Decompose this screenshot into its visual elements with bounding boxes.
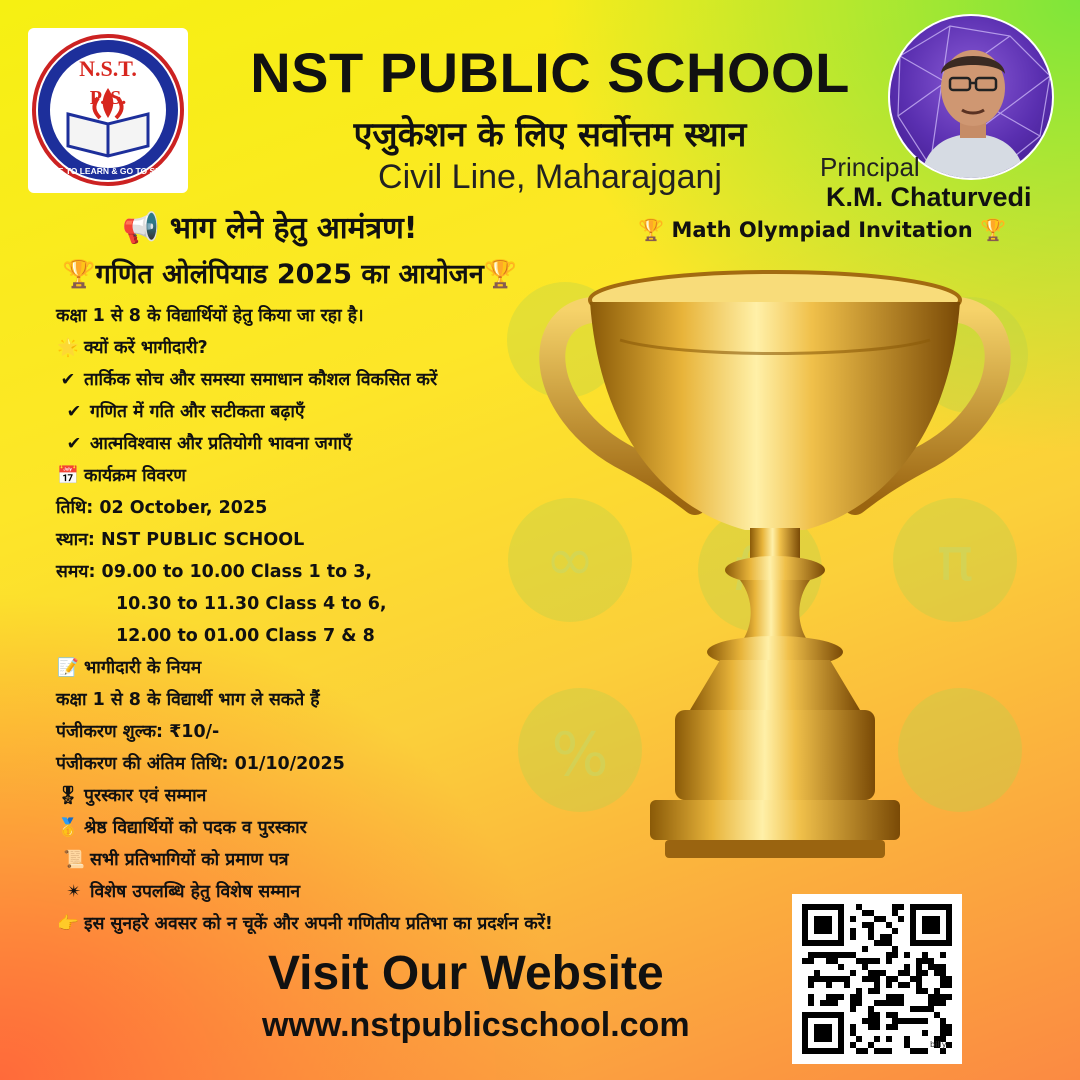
qr-code[interactable]: [792, 894, 962, 1064]
invite-heading: [122, 206, 417, 247]
rules-heading: [56, 652, 676, 684]
trophy-icon: 🏆: [638, 218, 665, 242]
svg-text:%: %: [551, 720, 609, 790]
visit-website-heading: Visit Our Website: [268, 947, 664, 1000]
principal-name: K.M. Chaturvedi: [826, 182, 1032, 212]
event-time: 10.30 to 11.30 Class 4 to 6,: [116, 594, 387, 614]
benefit-item: [56, 364, 676, 396]
logo-mid-text: P. S.: [89, 87, 127, 109]
award-text: विशेष उपलब्धि हेतु विशेष सम्मान: [90, 882, 301, 902]
benefit-item: [56, 428, 676, 460]
event-title-text: गणित ओलंपियाड 2025 का आयोजन: [95, 259, 484, 290]
award-text: सभी प्रतिभागियों को प्रमाण पत्र: [90, 850, 289, 870]
svg-text:∞: ∞: [545, 525, 595, 595]
tagline: एजुकेशन के लिए सर्वोत्तम स्थान: [353, 115, 747, 155]
principal-label: Principal: [820, 152, 920, 182]
award-item: [56, 844, 676, 876]
website-url[interactable]: www.nstpublicschool.com: [262, 1006, 690, 1044]
logo-top-text: N.S.T.: [79, 56, 137, 81]
eligibility-text: कक्षा 1 से 8 के विद्यार्थी भाग ले सकते हैं: [56, 690, 320, 710]
intro-text: कक्षा 1 से 8 के विद्यार्थियों हेतु किया जा रहा है।: [56, 306, 364, 326]
olympiad-invitation-text: Math Olympiad Invitation: [671, 218, 973, 242]
star-icon: 🌟: [57, 338, 79, 358]
why-heading-text: क्यों करें भागीदारी?: [84, 338, 208, 358]
awards-heading: [56, 780, 676, 812]
checkmark-icon: ✔: [66, 434, 82, 454]
closing-text-content: इस सुनहरे अवसर को न चूकें और अपनी गणितीय प्रतिभा का प्रदर्शन करें!: [84, 914, 553, 934]
scroll-icon: 📜: [63, 850, 85, 870]
program-heading: [56, 460, 676, 492]
trophy-icon: 🏆: [483, 259, 518, 290]
school-location: Civil Line, Maharajganj: [378, 158, 722, 196]
checkmark-icon: ✔: [60, 370, 76, 390]
checkmark-icon: ✔: [66, 402, 82, 422]
benefit-item: [56, 396, 676, 428]
event-title: [62, 254, 517, 291]
event-details: [56, 300, 676, 940]
closing-text: [56, 908, 676, 940]
benefit-text: आत्मविश्वास और प्रतियोगी भावना जगाएँ: [90, 434, 352, 454]
medal-icon: 🎖: [56, 786, 80, 806]
gold-medal-icon: 🥇: [57, 818, 79, 838]
logo-motto: COME TO LEARN & GO TO SERVE: [37, 166, 179, 176]
benefit-text: गणित में गति और सटीकता बढ़ाएँ: [90, 402, 305, 422]
program-heading-text: कार्यक्रम विवरण: [84, 466, 186, 486]
fee-text: पंजीकरण शुल्क: ₹10/-: [56, 722, 220, 742]
memo-icon: 📝: [57, 658, 79, 678]
deadline-text: पंजीकरण की अंतिम तिथि: 01/10/2025: [56, 754, 345, 774]
why-heading: [56, 332, 676, 364]
trophy-icon: 🏆: [62, 259, 96, 290]
benefit-text: तार्किक सोच और समस्या समाधान कौशल विकसित करें: [84, 370, 438, 390]
event-venue: स्थान: NST PUBLIC SCHOOL: [56, 530, 305, 550]
trophy-icon: 🏆: [980, 218, 1007, 242]
svg-text:π: π: [936, 525, 974, 595]
event-time: 12.00 to 01.00 Class 7 & 8: [116, 626, 375, 646]
school-logo: [28, 28, 188, 193]
event-date: तिथि: 02 October, 2025: [56, 498, 268, 518]
award-text: श्रेष्ठ विद्यार्थियों को पदक व पुरस्कार: [84, 818, 307, 838]
awards-heading-text: पुरस्कार एवं सम्मान: [84, 786, 207, 806]
invite-heading-text: भाग लेने हेतु आमंत्रण!: [169, 211, 418, 246]
event-time: समय: 09.00 to 10.00 Class 1 to 3,: [56, 562, 373, 582]
rules-heading-text: भागीदारी के नियम: [84, 658, 202, 678]
megaphone-icon: 📢: [122, 211, 160, 246]
sparkle-icon: ✴: [66, 882, 82, 902]
qr-label: billy: [930, 1040, 947, 1049]
award-item: [56, 812, 676, 844]
school-name: NST PUBLIC SCHOOL: [250, 41, 850, 104]
calendar-icon: 📅: [57, 466, 79, 486]
pointing-hand-icon: 👉: [57, 914, 79, 934]
award-item: [56, 876, 676, 908]
